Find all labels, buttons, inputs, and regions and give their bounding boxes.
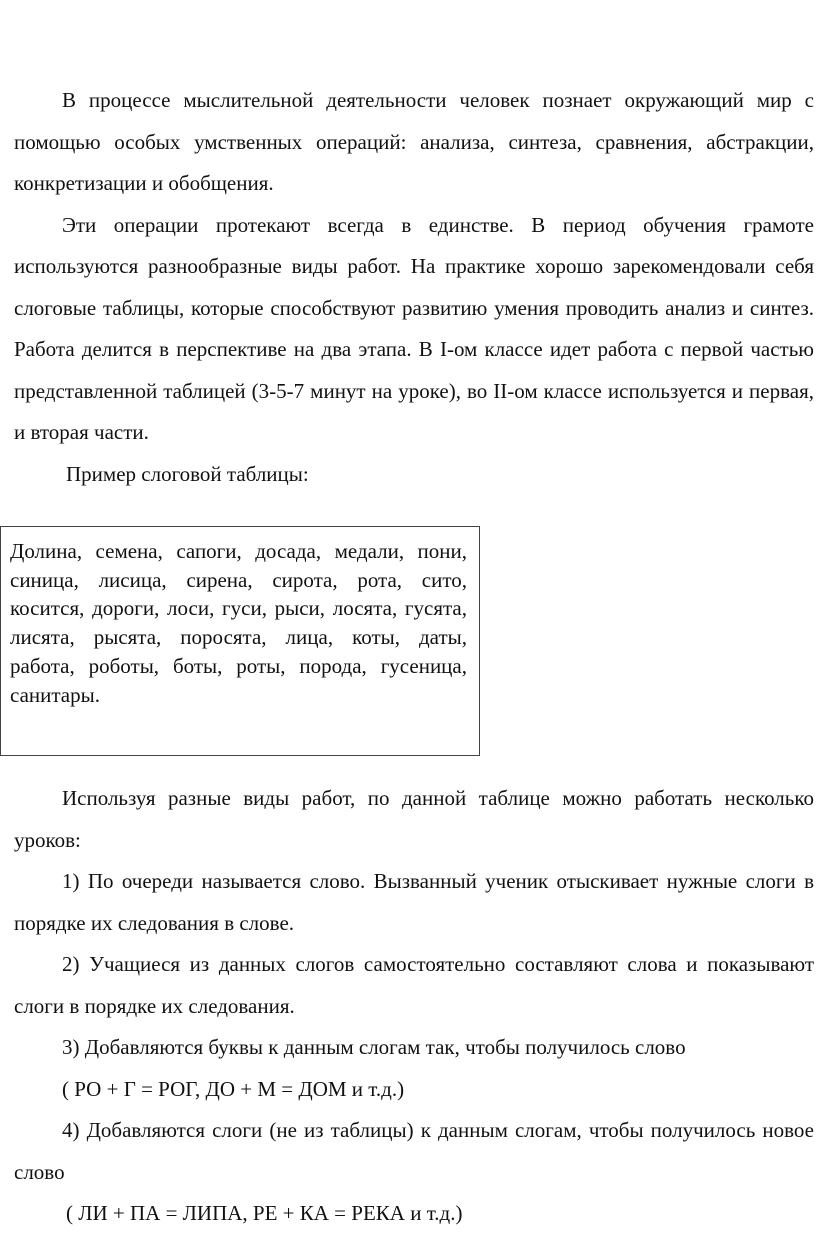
list-item-4: 4) Добавляются слоги (не из таблицы) к данным слогам, чтобы получилось новое слово [14,1118,814,1184]
paragraph-thinking-operations: В процессе мыслительной деятельности человек познает окружающий мир с помощью особых умственных операций: анализа, синтеза, сравнения, абстракции, конкретизации и обобщения. [14,88,814,195]
syllable-table-text: Долина, семена, сапоги, досада, медали, пони, синица, лисица, сирена, сирота, рота, сито, косится, дороги, лоси, гуси, рыси, лосята, гусята, лисята, рысята, поросята, лица, коты, даты, работа, роботы, боты, роты, порода, гусеница, санитары. [10,539,467,707]
list-item-1: 1) По очереди называется слово. Вызванный ученик отыскивает нужные слоги в порядке их следования в слове. [14,869,814,935]
example-item-4: ( ЛИ + ПА = ЛИПА, РЕ + КА = РЕКА и т.д.) [66,1201,463,1225]
example-item-3: ( РО + Г = РОГ, ДО + М = ДОМ и т.д.) [62,1076,405,1101]
syllable-table-box [0,526,480,756]
paragraph-example-heading: Пример слоговой таблицы: [66,461,309,486]
document-body [14,80,814,495]
list-item-2: 2) Учащиеся из данных слогов самостоятельно составляют слова и показывают слоги в порядке их следования. [14,952,814,1018]
paragraph-syllable-tables: Эти операции протекают всегда в единстве. В период обучения грамоте используются разнообразные виды работ. На практике хорошо зарекомендовали себя слоговые таблицы, которые способствуют развитию умения проводить анализ и синтез. Работа делится в перспективе на два этапа. В I-ом классе идет работа с первой частью представленной таблицей (3-5-7 минут на уроке), во II-ом классе используется и первая, и вторая части. [14,212,814,444]
list-item-3: 3) Добавляются буквы к данным слогам так, чтобы получилось слово [62,1035,686,1059]
paragraph-work-intro: Используя разные виды работ, по данной таблице можно работать несколько уроков: [14,786,814,852]
work-methods-section [14,778,814,1235]
